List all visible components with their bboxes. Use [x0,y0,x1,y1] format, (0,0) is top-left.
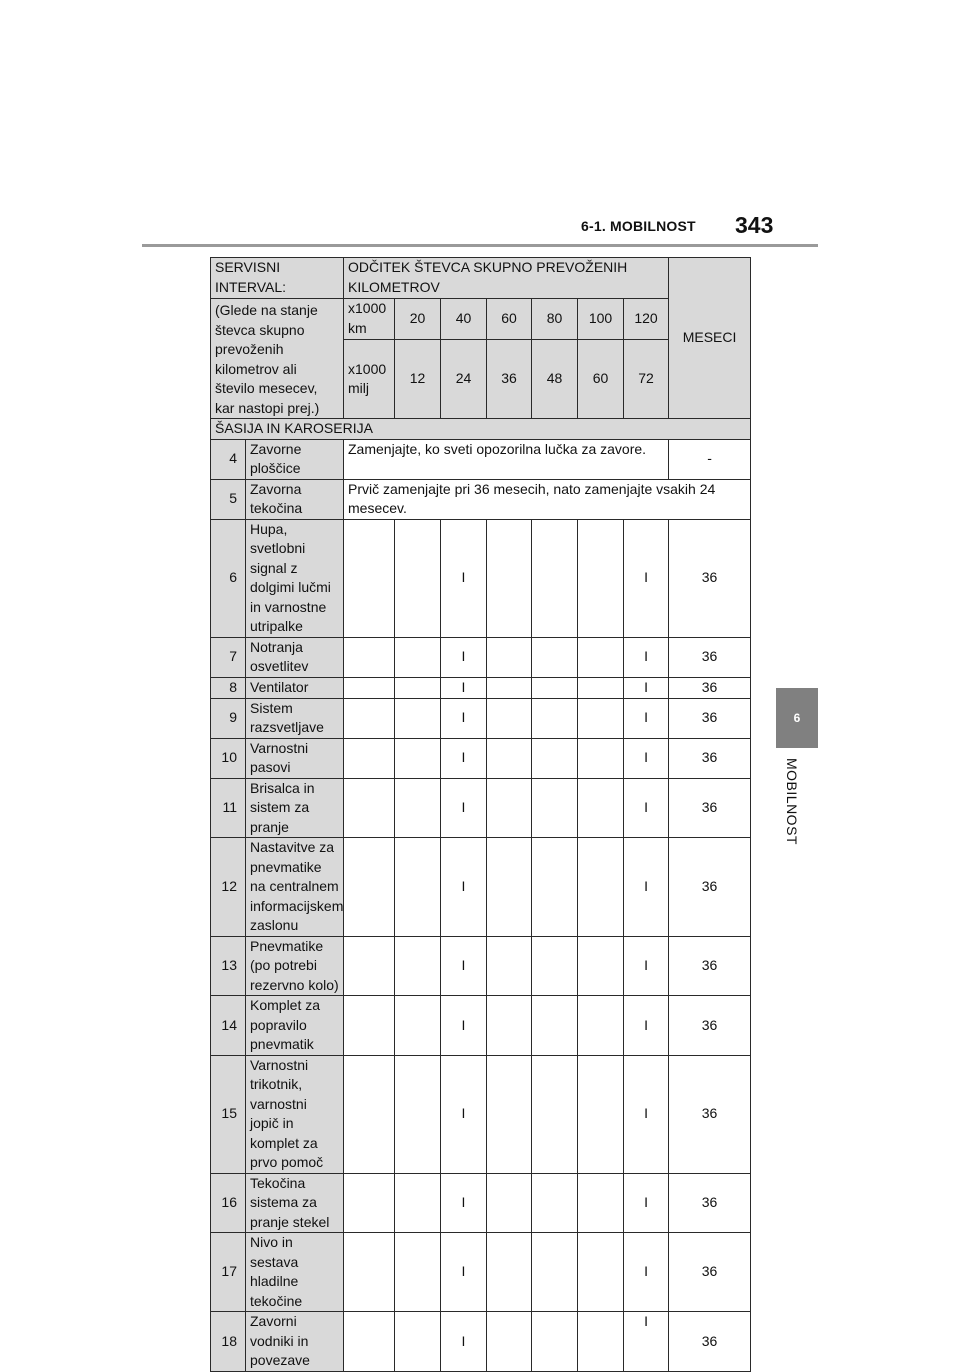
row-number: 8 [211,677,246,698]
inspect-mark: I [441,677,487,698]
empty-cell [532,936,578,996]
row-item: Tekočina sistema za pranje stekel [246,1173,344,1233]
row-number: 10 [211,738,246,778]
table-row [211,519,751,637]
inspect-mark: I [624,1233,669,1312]
empty-cell [344,637,395,677]
km-value: 100 [578,299,624,340]
row-item: Zavorne ploščice [246,439,344,479]
table-row [211,996,751,1056]
row-months: 36 [669,1173,751,1233]
inspect-mark: I [624,738,669,778]
inspect-mark: I [624,1055,669,1173]
row-item: Hupa, svetlobni signal z dolgimi lučmi in varnostne utripalke [246,519,344,637]
empty-cell [532,996,578,1056]
empty-cell [487,936,532,996]
empty-cell [578,996,624,1056]
section-row [211,419,751,440]
row-item: Ventilator [246,677,344,698]
inspect-mark: I [441,637,487,677]
row-item: Sistem razsvetljave [246,698,344,738]
row-number: 14 [211,996,246,1056]
inspect-mark: I [441,838,487,937]
chapter-number: 6 [793,711,801,725]
empty-cell [395,677,441,698]
table-row [211,1173,751,1233]
empty-cell [532,1055,578,1173]
empty-cell [532,1233,578,1312]
row-item: Varnostni pasovi [246,738,344,778]
empty-cell [578,738,624,778]
empty-cell [395,996,441,1056]
empty-cell [578,1312,624,1372]
empty-cell [532,519,578,637]
inspect-mark: I [624,936,669,996]
row-months: 36 [669,677,751,698]
row-months: 36 [669,698,751,738]
empty-cell [487,677,532,698]
row-number: 5 [211,479,246,519]
table-row [211,738,751,778]
empty-cell [344,677,395,698]
km-unit-cell: x1000 km [344,299,395,340]
inspect-mark: I [624,698,669,738]
row-item: Komplet za popravilo pnevmatik [246,996,344,1056]
empty-cell [395,1312,441,1372]
empty-cell [395,1055,441,1173]
row-item: Zavorna tekočina [246,479,344,519]
empty-cell [578,1055,624,1173]
mile-value: 12 [395,340,441,419]
row-number: 7 [211,637,246,677]
row-months: 36 [669,1055,751,1173]
empty-cell [344,838,395,937]
mile-value: 36 [487,340,532,419]
empty-cell [532,677,578,698]
table-row [211,637,751,677]
empty-cell [395,738,441,778]
row-number: 9 [211,698,246,738]
row-item: Nivo in sestava hladilne tekočine [246,1233,344,1312]
empty-cell [344,1055,395,1173]
row-months: 36 [669,1233,751,1312]
empty-cell [395,838,441,937]
empty-cell [532,838,578,937]
inspect-mark: I [624,778,669,838]
table-row [211,778,751,838]
inspect-mark: I [441,1233,487,1312]
empty-cell [578,936,624,996]
table-row [211,677,751,698]
row-months: 36 [669,996,751,1056]
chapter-tab [776,688,818,748]
inspect-mark: I [624,637,669,677]
km-value: 20 [395,299,441,340]
empty-cell [395,637,441,677]
mile-value: 72 [624,340,669,419]
header-divider [142,244,818,247]
row-number: 13 [211,936,246,996]
empty-cell [532,698,578,738]
empty-cell [344,738,395,778]
table-row [211,698,751,738]
empty-cell [344,1173,395,1233]
inspect-mark: I [624,677,669,698]
odometer-label-cell: ODČITEK ŠTEVCA SKUPNO PREVOŽENIH KILOMETROV [344,258,669,299]
row-number: 4 [211,439,246,479]
row-item: Nastavitve za pnevmatike na centralnem informacijskem zaslonu [246,838,344,937]
table-row [211,479,751,519]
section-title: 6-1. MOBILNOST [581,218,696,234]
row-number: 16 [211,1173,246,1233]
row-note: Prvič zamenjajte pri 36 mesecih, nato zamenjajte vsakih 24 mesecev. [344,479,751,519]
row-item: Zavorni vodniki in povezave [246,1312,344,1372]
km-value: 60 [487,299,532,340]
empty-cell [487,698,532,738]
empty-cell [395,698,441,738]
inspect-mark: I [441,519,487,637]
maintenance-schedule-table [210,257,751,1372]
row-number: 12 [211,838,246,937]
km-value: 80 [532,299,578,340]
empty-cell [487,519,532,637]
table-row [211,1055,751,1173]
table-row [211,838,751,937]
inspect-mark: I [441,738,487,778]
empty-cell [487,838,532,937]
empty-cell [395,936,441,996]
row-number: 15 [211,1055,246,1173]
interval-label-cell: SERVISNI INTERVAL: [211,258,344,299]
empty-cell [487,1312,532,1372]
km-value: 120 [624,299,669,340]
page-number: 343 [735,212,774,238]
empty-cell [578,698,624,738]
empty-cell [395,1173,441,1233]
mile-value: 60 [578,340,624,419]
empty-cell [532,778,578,838]
interval-note-cell: (Glede na stanje števca skupno prevoženih kilometrov ali število mesecev, kar nastopi prej.) [211,299,344,419]
empty-cell [578,838,624,937]
row-number: 6 [211,519,246,637]
empty-cell [578,1233,624,1312]
empty-cell [532,637,578,677]
empty-cell [395,519,441,637]
empty-cell [487,1055,532,1173]
row-months: 36 [669,778,751,838]
inspect-mark: I [441,1173,487,1233]
inspect-mark: I [624,1312,669,1372]
empty-cell [578,637,624,677]
empty-cell [395,1233,441,1312]
inspect-mark: I [441,936,487,996]
empty-cell [487,1233,532,1312]
row-number: 17 [211,1233,246,1312]
inspect-mark: I [441,996,487,1056]
empty-cell [487,1173,532,1233]
empty-cell [578,778,624,838]
empty-cell [344,936,395,996]
table-row [211,1312,751,1372]
inspect-mark: I [441,698,487,738]
row-number: 18 [211,1312,246,1372]
empty-cell [578,677,624,698]
row-months: 36 [669,838,751,937]
mile-value: 24 [441,340,487,419]
empty-cell [532,1312,578,1372]
empty-cell [395,778,441,838]
empty-cell [487,637,532,677]
empty-cell [487,996,532,1056]
section-title-cell: ŠASIJA IN KAROSERIJA [211,419,751,440]
row-months: 36 [669,519,751,637]
empty-cell [344,778,395,838]
row-item: Pnevmatike (po potrebi rezervno kolo) [246,936,344,996]
mile-unit-cell: x1000 milj [344,340,395,419]
km-value: 40 [441,299,487,340]
empty-cell [532,1173,578,1233]
row-item: Notranja osvetlitev [246,637,344,677]
row-item: Brisalca in sistem za pranje [246,778,344,838]
empty-cell [344,519,395,637]
inspect-mark: I [441,1055,487,1173]
empty-cell [578,519,624,637]
empty-cell [344,698,395,738]
inspect-mark: I [441,778,487,838]
inspect-mark: I [441,1312,487,1372]
inspect-mark: I [624,1173,669,1233]
table-header-row [211,258,751,299]
row-note: Zamenjajte, ko sveti opozorilna lučka za zavore. [344,439,669,479]
mile-value: 48 [532,340,578,419]
row-months: 36 [669,738,751,778]
row-item: Varnostni trikotnik, varnostni jopič in komplet za prvo pomoč [246,1055,344,1173]
table-row [211,936,751,996]
empty-cell [344,1233,395,1312]
table-row [211,1233,751,1312]
empty-cell [487,738,532,778]
row-months: 36 [669,637,751,677]
empty-cell [344,1312,395,1372]
row-months: 36 [669,936,751,996]
row-months: - [669,439,751,479]
inspect-mark: I [624,838,669,937]
empty-cell [578,1173,624,1233]
inspect-mark: I [624,519,669,637]
empty-cell [487,778,532,838]
empty-cell [344,996,395,1056]
row-months: 36 [669,1312,751,1372]
months-header-cell: MESECI [669,258,751,419]
inspect-mark: I [624,996,669,1056]
chapter-label: MOBILNOST [784,758,800,845]
table-row [211,439,751,479]
row-number: 11 [211,778,246,838]
empty-cell [532,738,578,778]
